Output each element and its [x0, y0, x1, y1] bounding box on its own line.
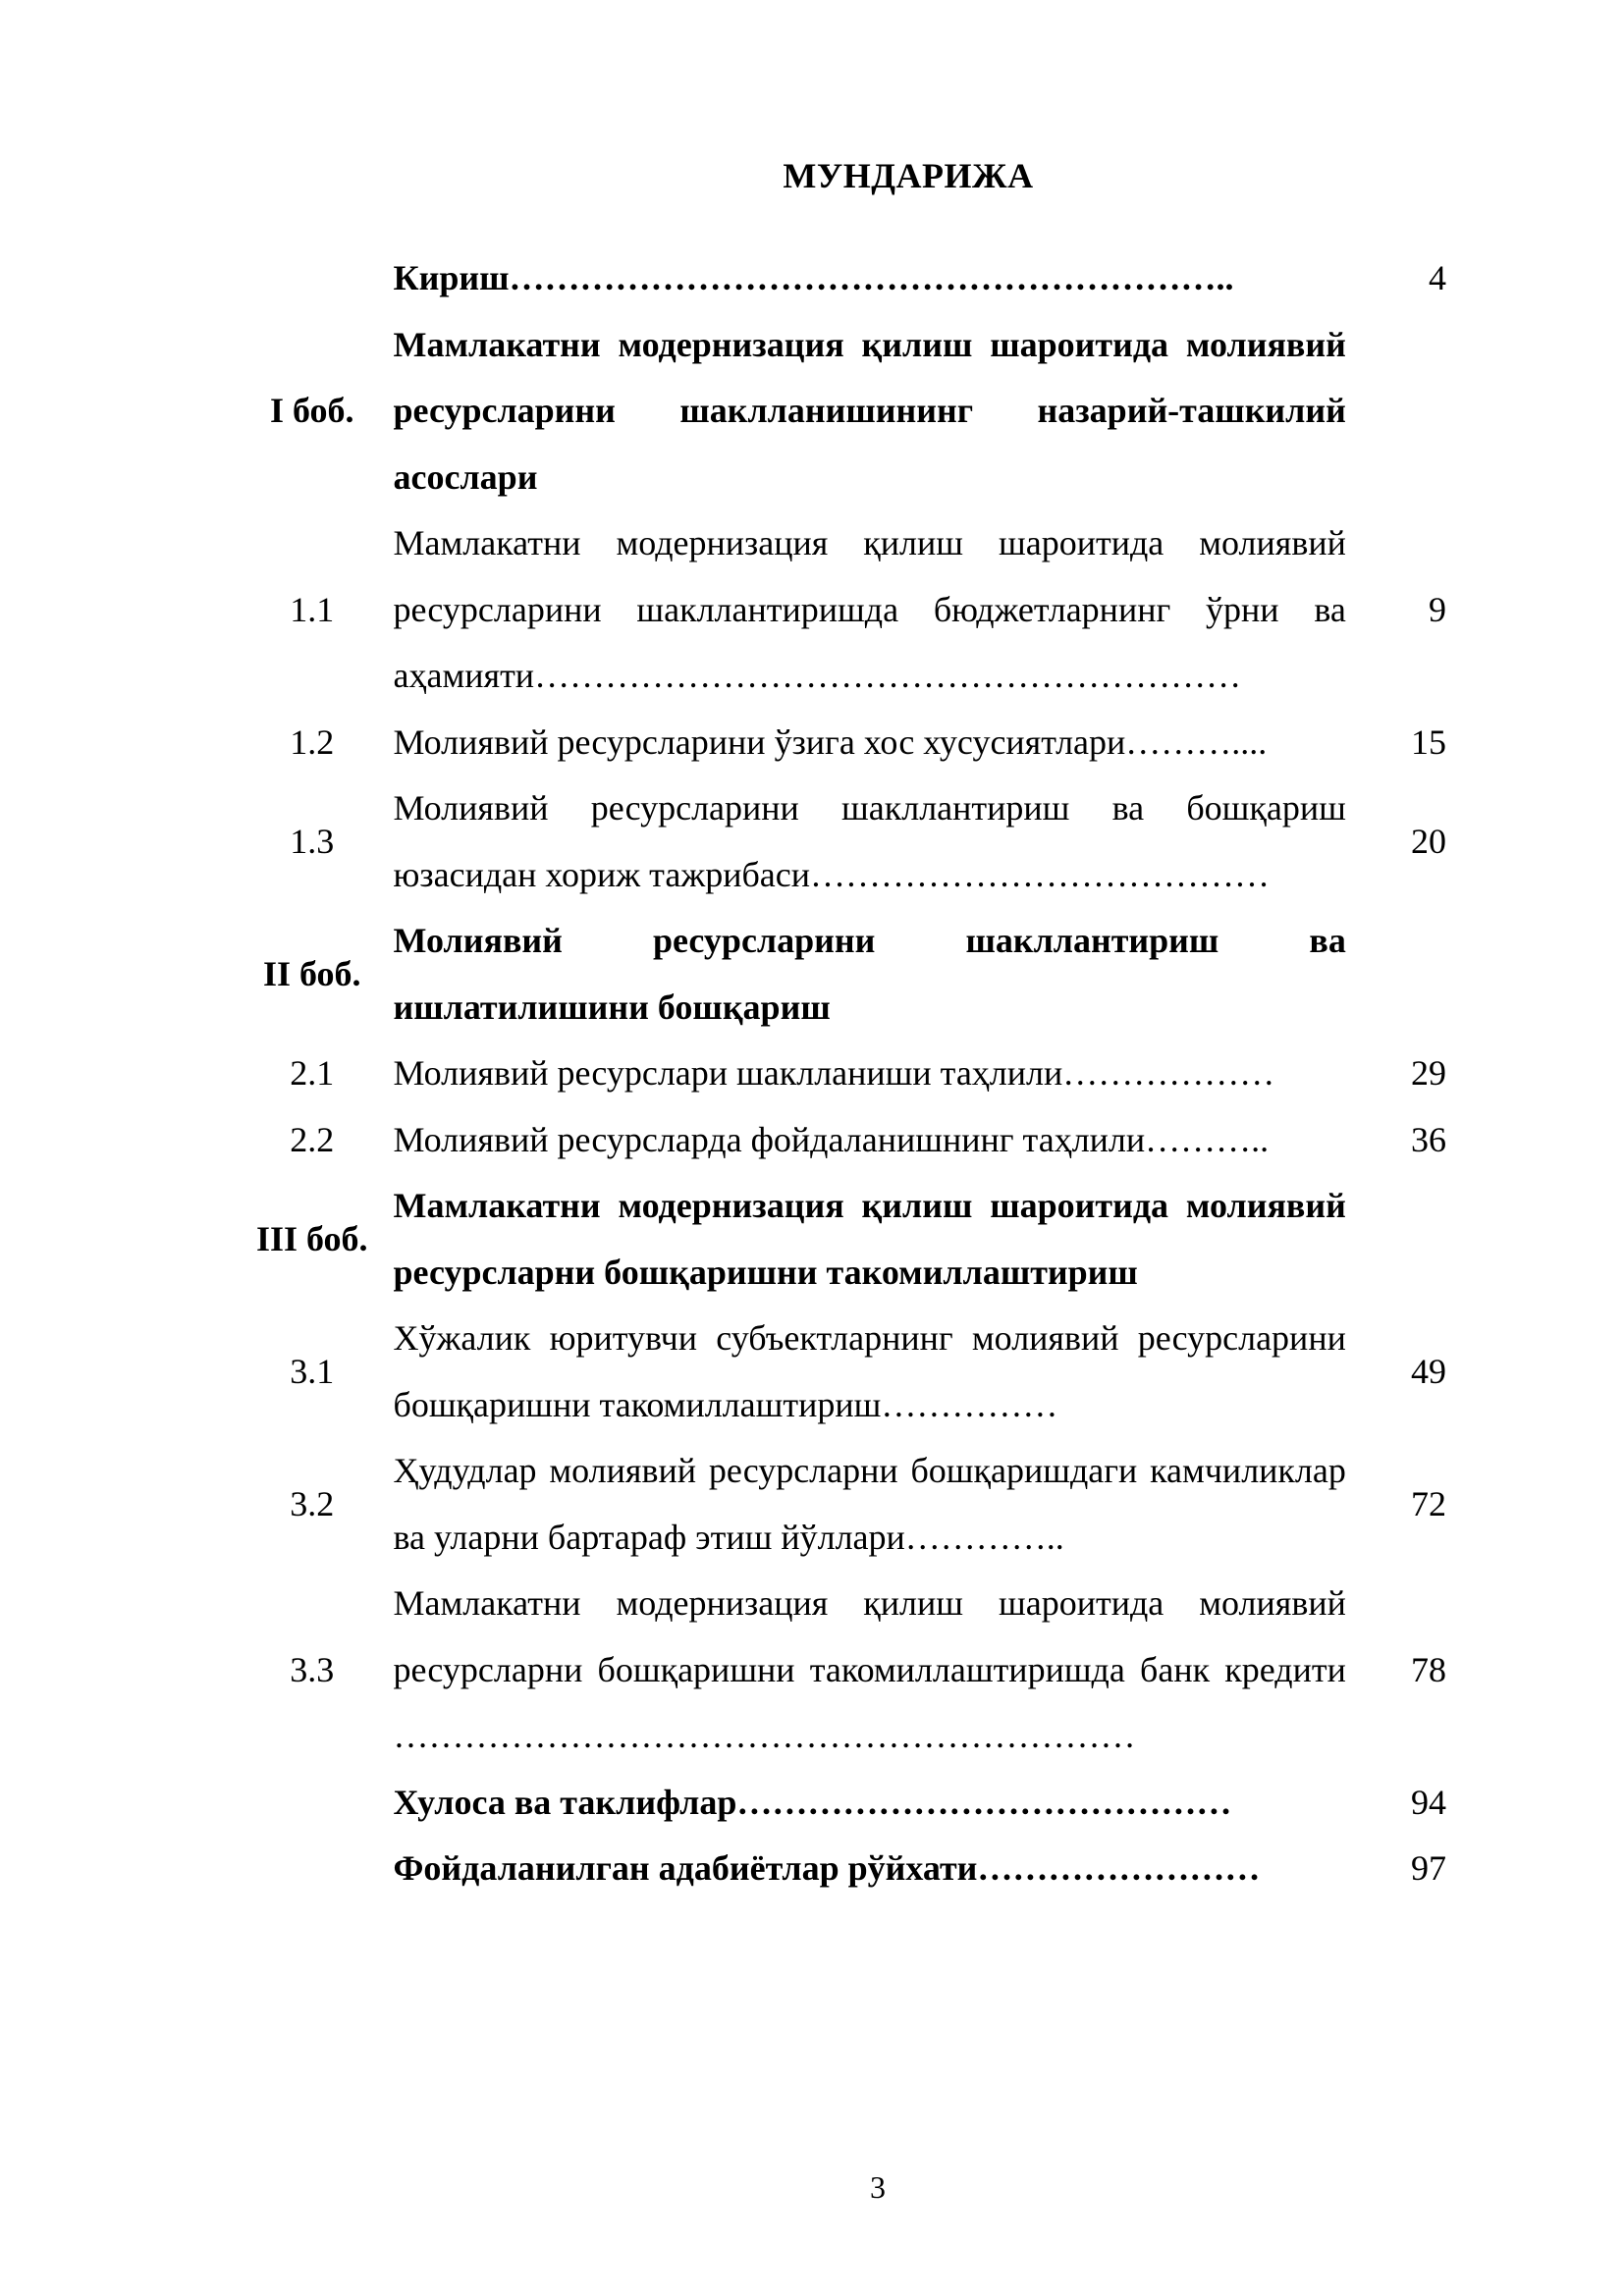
toc-row-section-1-3 [231, 775, 1458, 908]
toc-entry-text: Молиявий ресурслари шаклланиши таҳлили……………… [393, 1053, 1275, 1093]
toc-number [231, 245, 394, 312]
page-title: МУНДАРИЖА [783, 156, 1034, 195]
toc-number: 1.2 [290, 721, 335, 762]
toc-row-chapter-3 [231, 1173, 1458, 1306]
toc-number: 2.1 [290, 1053, 335, 1093]
toc-entry-text: Мамлакатни модернизация қилиш шароитида молиявий ресурсларини шаклланишининг назарий-ташкилий асослари [393, 324, 1346, 497]
toc-entry-text: Ҳудудлар молиявий ресурсларни бошқаришдаги камчиликлар ва уларни бартараф этиш йўллари………….. [393, 1451, 1346, 1557]
toc-number: 3.3 [290, 1649, 335, 1689]
page-number: 3 [870, 2169, 886, 2205]
toc-page-number [1346, 908, 1458, 1041]
toc-row-section-1-2 [231, 710, 1458, 776]
toc-row-conclusion [231, 1770, 1458, 1837]
table-of-contents [231, 245, 1458, 1902]
toc-page-number: 49 [1411, 1351, 1446, 1391]
toc-page-number: 36 [1411, 1119, 1446, 1159]
toc-entry-text: Хўжалик юритувчи субъектларнинг молиявий ресурсларини бошқаришни такомиллаштириш…………… [393, 1318, 1346, 1424]
toc-page-number: 4 [1429, 258, 1446, 297]
toc-entry-text: Молиявий ресурсларини ўзига хос хусусиятлари……….... [393, 721, 1268, 762]
toc-row-section-2-1 [231, 1041, 1458, 1107]
toc-page-number [1346, 312, 1458, 511]
toc-row-references [231, 1836, 1458, 1902]
toc-row-section-3-1 [231, 1306, 1458, 1438]
toc-entry-text: Фойдаланилган адабиётлар рўйхати…………………… [393, 1848, 1261, 1888]
toc-entry-text: Молиявий ресурсларда фойдаланишнинг таҳлили……….. [393, 1119, 1270, 1159]
toc-page-number [1346, 1173, 1458, 1306]
toc-page-number: 9 [1429, 589, 1446, 629]
toc-page-number: 72 [1411, 1483, 1446, 1523]
toc-row-section-2-2 [231, 1107, 1458, 1174]
toc-row-intro [231, 245, 1458, 312]
toc-number: II боб. [262, 953, 361, 993]
toc-entry-text: Хулоса ва таклифлар…………………………………… [393, 1782, 1232, 1822]
toc-number [231, 1836, 394, 1902]
toc-page-number: 20 [1411, 821, 1446, 861]
toc-page-number: 15 [1411, 721, 1446, 762]
toc-number: I боб. [269, 391, 354, 430]
toc-entry-text: Молиявий ресурсларини шакллантириш ва бошқариш юзасидан хориж тажрибаси………………………………… [393, 788, 1346, 894]
toc-number: 3.2 [290, 1483, 335, 1523]
toc-page-number: 97 [1411, 1848, 1446, 1888]
toc-row-chapter-2 [231, 908, 1458, 1041]
toc-entry-text: Мамлакатни модернизация қилиш шароитида молиявий ресурсларини шакллантиришда бюджетларнинг ўрни ва аҳамияти…………………………………………………… [393, 523, 1346, 695]
toc-entry-text: Мамлакатни модернизация қилиш шароитида молиявий ресурсларни бошқаришни такомиллаштириш [393, 1186, 1346, 1292]
toc-number: 1.1 [290, 589, 335, 629]
toc-row-chapter-1 [231, 312, 1458, 511]
toc-row-section-3-3 [231, 1571, 1458, 1770]
toc-page-number: 78 [1411, 1649, 1446, 1689]
toc-page-number: 94 [1411, 1782, 1446, 1822]
toc-row-section-1-1 [231, 510, 1458, 710]
toc-page-number: 29 [1411, 1053, 1446, 1093]
toc-number: 1.3 [290, 821, 335, 861]
toc-number: III боб. [255, 1218, 368, 1258]
toc-entry-text: Кириш…………………………………………………….. [393, 258, 1234, 297]
toc-number: 2.2 [290, 1119, 335, 1159]
toc-row-section-3-2 [231, 1438, 1458, 1571]
toc-entry-text: Молиявий ресурсларини шакллантириш ва ишлатилишини бошқариш [393, 921, 1346, 1027]
toc-entry-text: Мамлакатни модернизация қилиш шароитида молиявий ресурсларни бошқаришни такомиллаштиришда банк кредити ……………………………………………………… [393, 1583, 1346, 1755]
toc-number [231, 1770, 394, 1837]
toc-number: 3.1 [290, 1351, 335, 1391]
